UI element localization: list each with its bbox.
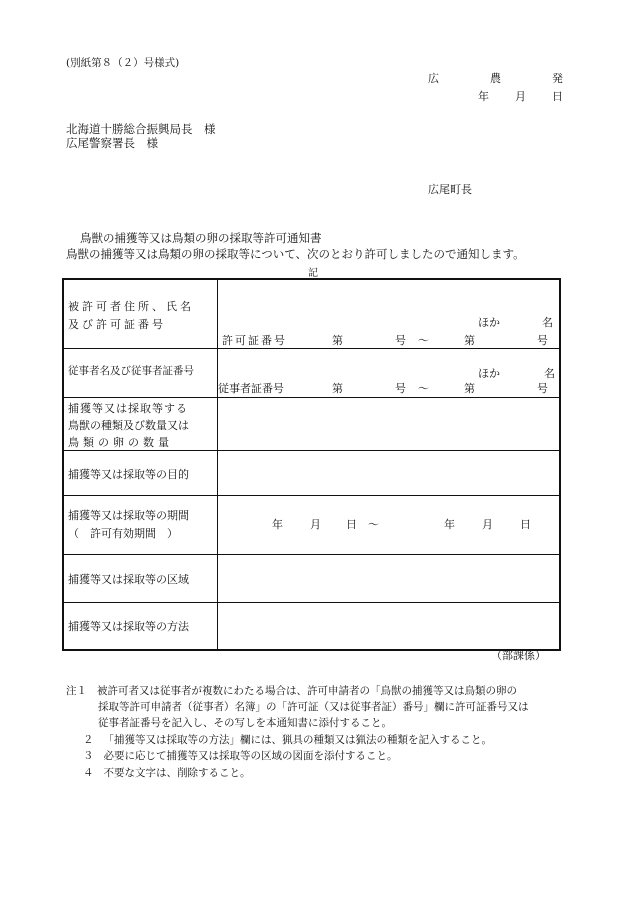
department-note: （部課係） xyxy=(491,649,546,662)
mei-label: 名 xyxy=(544,367,555,380)
table-row xyxy=(63,349,560,398)
row-value[interactable] xyxy=(218,451,561,496)
tilde: ～ xyxy=(418,334,429,347)
row-value[interactable] xyxy=(218,279,561,349)
document-title: 鳥獣の捕獲等又は鳥類の卵の採取等許可通知書 xyxy=(80,231,322,245)
note-prefix: ４ xyxy=(83,767,94,779)
note-2 xyxy=(83,732,492,749)
issuer-char: 発 xyxy=(552,72,563,85)
sender: 広尾町長 xyxy=(428,183,472,196)
row-label xyxy=(63,279,218,349)
issue-date xyxy=(478,88,563,104)
dai-label: 第 xyxy=(464,382,475,395)
row-label xyxy=(63,398,218,451)
row-label xyxy=(63,349,218,398)
go-label: 号 xyxy=(395,382,406,395)
row-label xyxy=(63,451,218,496)
year-label: 年 xyxy=(272,518,283,531)
row-label xyxy=(63,555,218,603)
note-4 xyxy=(83,765,251,782)
mei-label: 名 xyxy=(542,316,553,329)
table-row xyxy=(63,603,560,650)
year-label: 年 xyxy=(444,518,455,531)
permit-table xyxy=(62,278,561,651)
addressee-1: 北海道十勝総合振興局長 様 xyxy=(66,122,216,136)
note-prefix: ２ xyxy=(83,734,94,746)
go-label: 号 xyxy=(395,334,406,347)
table-row xyxy=(63,398,560,451)
table-row xyxy=(63,451,560,496)
day-label: 日 xyxy=(520,518,531,531)
label-line: 捕獲等又は採取等の方法 xyxy=(68,620,189,633)
note-text: 「捕獲等又は採取等の方法」欄には、猟具の種類又は猟法の種類を記入すること。 xyxy=(103,734,492,746)
label-line: 捕獲等又は採取等の目的 xyxy=(68,468,189,481)
issuer-char: 広 xyxy=(428,72,439,85)
label-line: 鳥類の卵の数量 xyxy=(68,436,173,449)
row-label xyxy=(63,603,218,650)
label-line: 被許可者住所、氏名 xyxy=(68,300,194,313)
go-label: 号 xyxy=(537,382,548,395)
form-number: (別紙第８（２）号様式) xyxy=(66,57,180,69)
label-line: （ 許可有効期間 ） xyxy=(68,527,178,540)
note-text: 不要な文字は、削除すること。 xyxy=(103,767,251,779)
tilde: ～ xyxy=(368,518,379,531)
month-label: 月 xyxy=(482,518,493,531)
ki-mark: 記 xyxy=(308,268,318,279)
tilde: ～ xyxy=(418,382,429,395)
label-line: 捕獲等又は採取等する xyxy=(68,402,188,415)
table-row xyxy=(63,555,560,603)
day-label: 日 xyxy=(346,518,357,531)
label-line: 鳥獣の種類及び数量又は xyxy=(68,419,189,432)
note-prefix: ３ xyxy=(83,750,94,762)
table-row xyxy=(63,279,560,349)
hoka-label: ほか xyxy=(478,316,500,329)
date-char: 月 xyxy=(515,90,526,103)
label-line: 及び許可証番号 xyxy=(68,318,166,331)
dai-label: 第 xyxy=(464,334,475,347)
row-value[interactable] xyxy=(218,603,561,650)
row-value[interactable] xyxy=(218,349,561,398)
go-label: 号 xyxy=(537,334,548,347)
note-1-cont: 従事者証番号を記入し、その写しを本通知書に添付すること。 xyxy=(98,717,392,729)
note-text: 必要に応じて捕獲等又は採取等の区域の図面を添付すること。 xyxy=(103,750,398,762)
note-prefix: 注１ xyxy=(66,685,87,697)
intro-text: 鳥獣の捕獲等又は鳥類の卵の採取等について、次のとおり許可しましたので通知します。 xyxy=(66,247,525,261)
label-line: 捕獲等又は採取等の区域 xyxy=(68,573,189,586)
note-1-cont: 採取等許可申請者（従事者）名簿」の「許可証（又は従事者証）番号」欄に許可証番号又は xyxy=(98,701,529,713)
date-char: 年 xyxy=(478,90,489,103)
issuer-number xyxy=(428,70,563,86)
note-text: 被許可者又は従事者が複数にわたる場合は、許可申請者の「鳥獣の捕獲等又は鳥類の卵の xyxy=(97,685,517,697)
row-value[interactable] xyxy=(218,398,561,451)
number-label: 許可証番号 xyxy=(222,334,287,347)
number-label: 従事者証番号 xyxy=(218,382,284,395)
label-line: 従事者名及び従事者証番号 xyxy=(68,365,194,377)
dai-label: 第 xyxy=(332,382,343,395)
addressee-2: 広尾警察署長 様 xyxy=(66,136,158,150)
row-value[interactable] xyxy=(218,496,561,555)
dai-label: 第 xyxy=(332,334,343,347)
table-row xyxy=(63,496,560,555)
label-line: 捕獲等又は採取等の期間 xyxy=(68,509,189,522)
row-value[interactable] xyxy=(218,555,561,603)
note-3 xyxy=(83,748,398,765)
hoka-label: ほか xyxy=(478,367,500,380)
date-char: 日 xyxy=(552,90,563,103)
row-label xyxy=(63,496,218,555)
issuer-char: 農 xyxy=(490,72,501,85)
month-label: 月 xyxy=(310,518,321,531)
note-1 xyxy=(66,683,517,700)
